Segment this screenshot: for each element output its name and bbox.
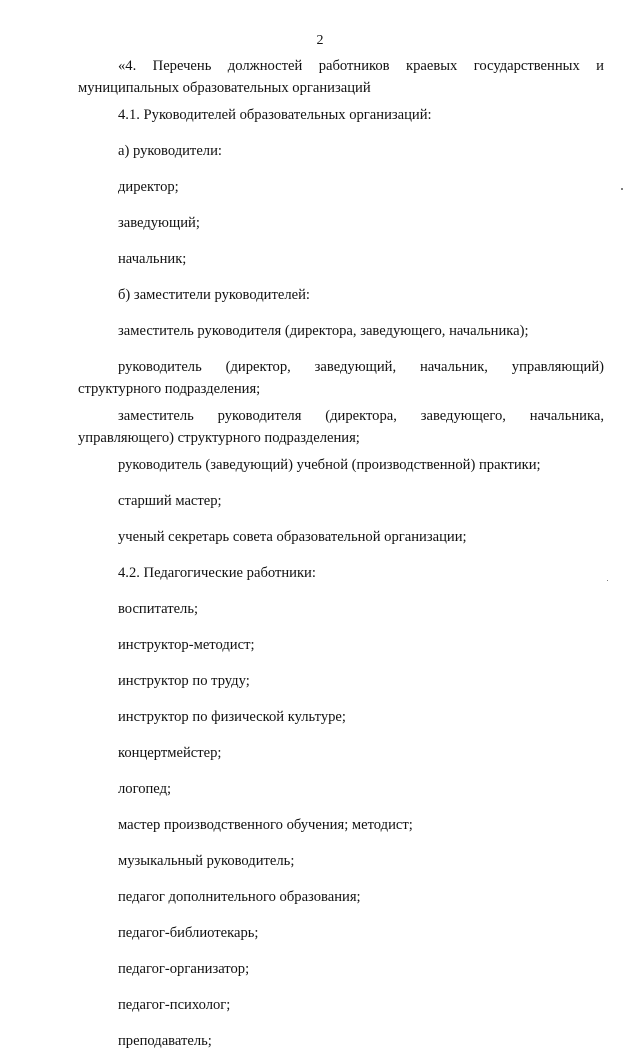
list-item: преподаватель;	[118, 1033, 212, 1049]
list-item: ученый секретарь совета образовательной организации;	[118, 529, 467, 545]
list-item: а) руководители:	[118, 143, 222, 159]
page-number: 2	[316, 33, 324, 48]
list-item: инструктор по труду;	[118, 673, 250, 689]
list-item: педагог-организатор;	[118, 961, 250, 977]
list-item: инструктор по физической культуре;	[118, 709, 346, 725]
list-item: инструктор-методист;	[118, 637, 255, 653]
list-item: начальник;	[118, 251, 187, 267]
document-body	[78, 55, 604, 1052]
list-item: руководитель (директор, заведующий, начальник, управляющий) структурного подразделения;	[78, 359, 604, 397]
list-item: старший мастер;	[118, 493, 222, 509]
list-item: концертмейстер;	[118, 745, 222, 761]
list-item: воспитатель;	[118, 601, 199, 617]
list-item: педагог-библиотекарь;	[118, 925, 259, 941]
section-heading-4: «4. Перечень должностей работников краевых государственных и муниципальных образовательных организаций	[78, 58, 604, 96]
scan-speck	[621, 188, 623, 190]
list-item: директор;	[118, 179, 179, 195]
list-item: заместитель руководителя (директора, заведующего, начальника, управляющего) структурного подразделения;	[78, 408, 604, 446]
list-item: музыкальный руководитель;	[118, 853, 295, 869]
subsection-heading-4-1: 4.1. Руководителей образовательных организаций:	[118, 107, 432, 123]
list-item: заведующий;	[118, 215, 200, 231]
subsection-heading-4-2: 4.2. Педагогические работники:	[118, 565, 316, 581]
list-item: мастер производственного обучения; методист;	[118, 817, 413, 833]
list-item: педагог дополнительного образования;	[118, 889, 361, 905]
scan-speck	[607, 580, 608, 581]
list-item: педагог-психолог;	[118, 997, 231, 1013]
list-item: логопед;	[118, 781, 172, 797]
list-item: руководитель (заведующий) учебной (производственной) практики;	[118, 457, 541, 473]
list-item: б) заместители руководителей:	[118, 287, 310, 303]
list-item: заместитель руководителя (директора, заведующего, начальника);	[118, 323, 529, 339]
